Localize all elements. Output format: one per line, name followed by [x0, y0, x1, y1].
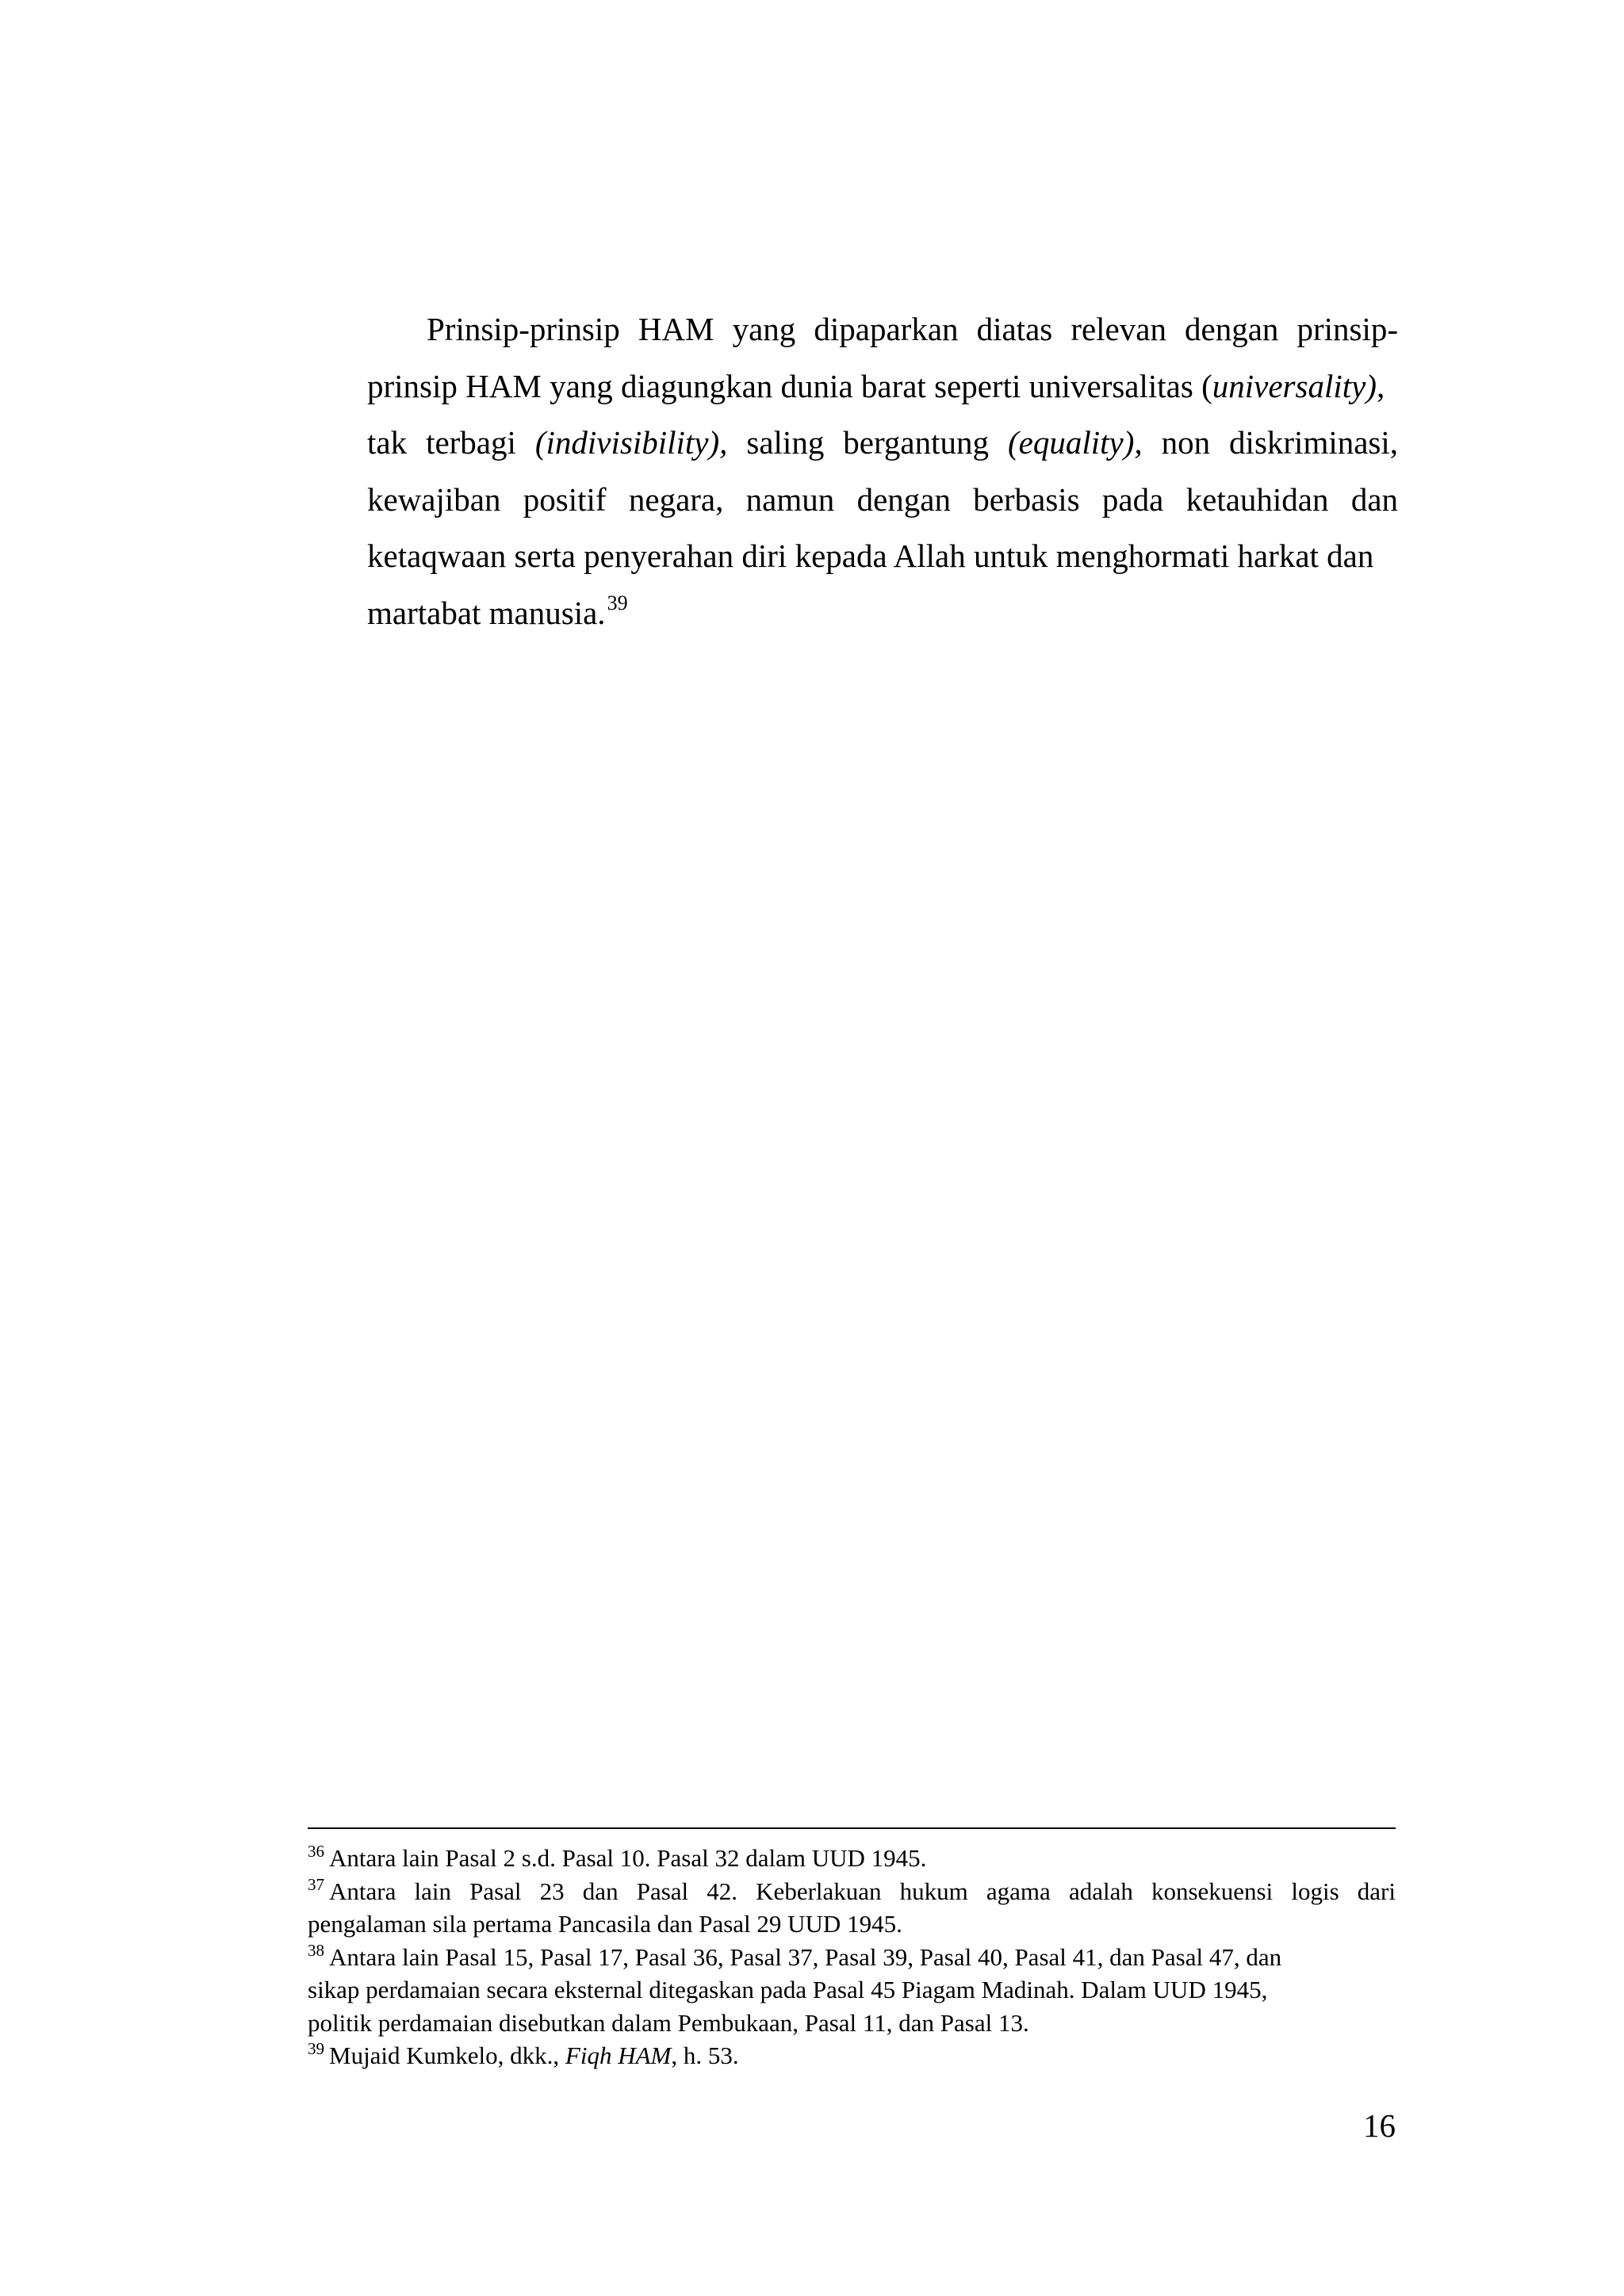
book-title: Fiqh HAM	[565, 2042, 672, 2069]
footnote-reference[interactable]: 39	[607, 591, 628, 614]
paragraph-line-1: Prinsip-prinsip HAM yang dipaparkan diatas relevan dengan prinsip-	[427, 311, 1399, 347]
footnote-separator	[308, 1827, 1396, 1829]
footnote-38: $^{38}$ Antara lain Pasal 15, Pasal 17, Pasal 36, Pasal 37, Pasal 39, Pasal 40, Pasal 41, dan Pasal 47, dan	[308, 1940, 1282, 1971]
italic-term-universality: universality)	[1212, 367, 1377, 404]
footnote-39: $^{39}$ Mujaid Kumkelo, dkk., Fiqh HAM, h. 53.	[308, 2039, 739, 2069]
italic-term-equality: (equality),	[1007, 424, 1143, 461]
paragraph-line-5: ketaqwaan serta penyerahan diri kepada Allah untuk menghormati harkat dan	[367, 538, 1374, 574]
footnotes-section	[308, 1842, 1396, 2072]
footnote-number: 36	[308, 1842, 324, 1861]
italic-term-indivisibility: (indivisibility),	[534, 424, 728, 461]
footnote-38-continued: sikap perdamaian secara eksternal ditegaskan pada Pasal 45 Piagam Madinah. Dalam UUD 1945,	[308, 1976, 1268, 2003]
footnote-37: $^{37}$ Antara lain Pasal 23 dan Pasal 42. Keberlakuan hukum agama adalah konsekuensi logis dari	[308, 1874, 1396, 1905]
footnote-number: 38	[308, 1940, 324, 1960]
page-number: 16	[1363, 2107, 1396, 2144]
paragraph-line-4: kewajiban positif negara, namun dengan berbasis pada ketauhidan dan	[367, 480, 1399, 518]
footnote-number: 37	[308, 1874, 324, 1894]
footnote-number: 39	[308, 2039, 324, 2058]
paragraph-line-6: martabat manusia.$^{39}$	[367, 591, 628, 631]
footnote-37-continued: pengalaman sila pertama Pancasila dan Pasal 29 UUD 1945.	[308, 1910, 902, 1938]
paragraph-line-3: tak terbagi (indivisibility), saling bergantung (equality), non diskriminasi,	[367, 424, 1399, 461]
footnote-38-continued: politik perdamaian disebutkan dalam Pembukaan, Pasal 11, dan Pasal 13.	[308, 2008, 1029, 2037]
footnote-36: $^{36}$ Antara lain Pasal 2 s.d. Pasal 10. Pasal 32 dalam UUD 1945.	[308, 1842, 927, 1872]
main-paragraph	[367, 301, 1398, 641]
paragraph-line-2: prinsip HAM yang diagungkan dunia barat seperti universalitas (universality),	[367, 367, 1385, 404]
